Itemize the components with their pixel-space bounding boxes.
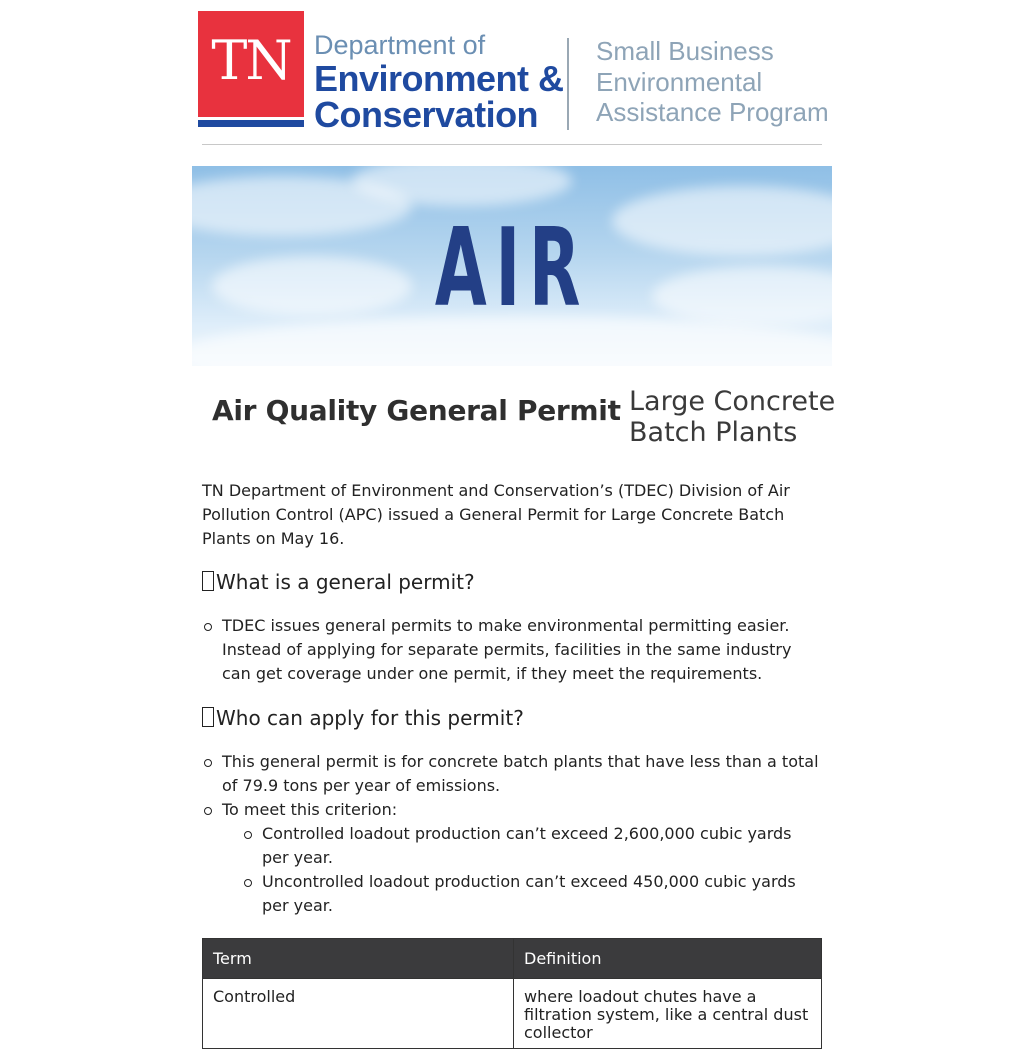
- tn-logo-underline: [198, 120, 304, 127]
- list-item: Uncontrolled loadout production can’t exceed 450,000 cubic yards per year.: [242, 870, 822, 918]
- table-cell-definition: where loadout chutes have a filtration system, like a central dust collector: [514, 979, 822, 1049]
- table-cell-term: Controlled: [203, 979, 514, 1049]
- table-row: [203, 979, 822, 1049]
- list-item: [202, 798, 822, 918]
- tn-logo-block: [198, 11, 304, 117]
- page-subtitle: [629, 386, 835, 448]
- missing-glyph-icon: [202, 707, 214, 727]
- program-line-2: Environmental: [596, 66, 763, 97]
- section-heading: [202, 570, 475, 594]
- list-item-text: To meet this criterion:: [222, 800, 398, 819]
- intro-paragraph: TN Department of Environment and Conservation’s (TDEC) Division of Air Pollution Control (APC) issued a General Permit for Large Concrete Batch Plants on May 16.: [202, 481, 790, 548]
- page-title: Air Quality General Permit: [212, 394, 621, 427]
- section-heading: [202, 706, 524, 730]
- dept-line-2: Environment &: [314, 58, 564, 99]
- program-name: [596, 36, 829, 128]
- table-header-row: [203, 939, 822, 979]
- air-banner: [192, 166, 832, 366]
- table-header-term: Term: [203, 939, 514, 979]
- dept-line-1: Department of: [314, 30, 486, 60]
- missing-glyph-icon: [202, 571, 214, 591]
- header-rule: [202, 144, 822, 145]
- tn-logo-initials: TN: [211, 29, 291, 92]
- bullet-list: [202, 614, 822, 686]
- sub-bullet-list: [222, 822, 822, 918]
- bullet-list: [202, 750, 822, 918]
- header-divider: [567, 38, 569, 130]
- dept-line-3: Conservation: [314, 94, 539, 135]
- banner-title: AIR: [434, 206, 590, 331]
- program-line-3: Assistance Program: [596, 97, 829, 127]
- list-item: This general permit is for concrete batch plants that have less than a total of 79.9 tons per year of emissions.: [202, 750, 822, 798]
- list-item: TDEC issues general permits to make environmental permitting easier. Instead of applying for separate permits, facilities in the same industry can get coverage under one permit, if they meet the requirements.: [202, 614, 822, 686]
- table-header-definition: Definition: [514, 939, 822, 979]
- section-heading-text: Who can apply for this permit?: [216, 706, 524, 730]
- subtitle-line-1: Large Concrete: [629, 386, 836, 417]
- section-heading-text: What is a general permit?: [216, 570, 475, 594]
- terms-table: [202, 938, 822, 1049]
- program-line-1: Small Business: [596, 36, 774, 66]
- list-item: Controlled loadout production can’t exceed 2,600,000 cubic yards per year.: [242, 822, 822, 870]
- subtitle-line-2: Batch Plants: [629, 417, 798, 448]
